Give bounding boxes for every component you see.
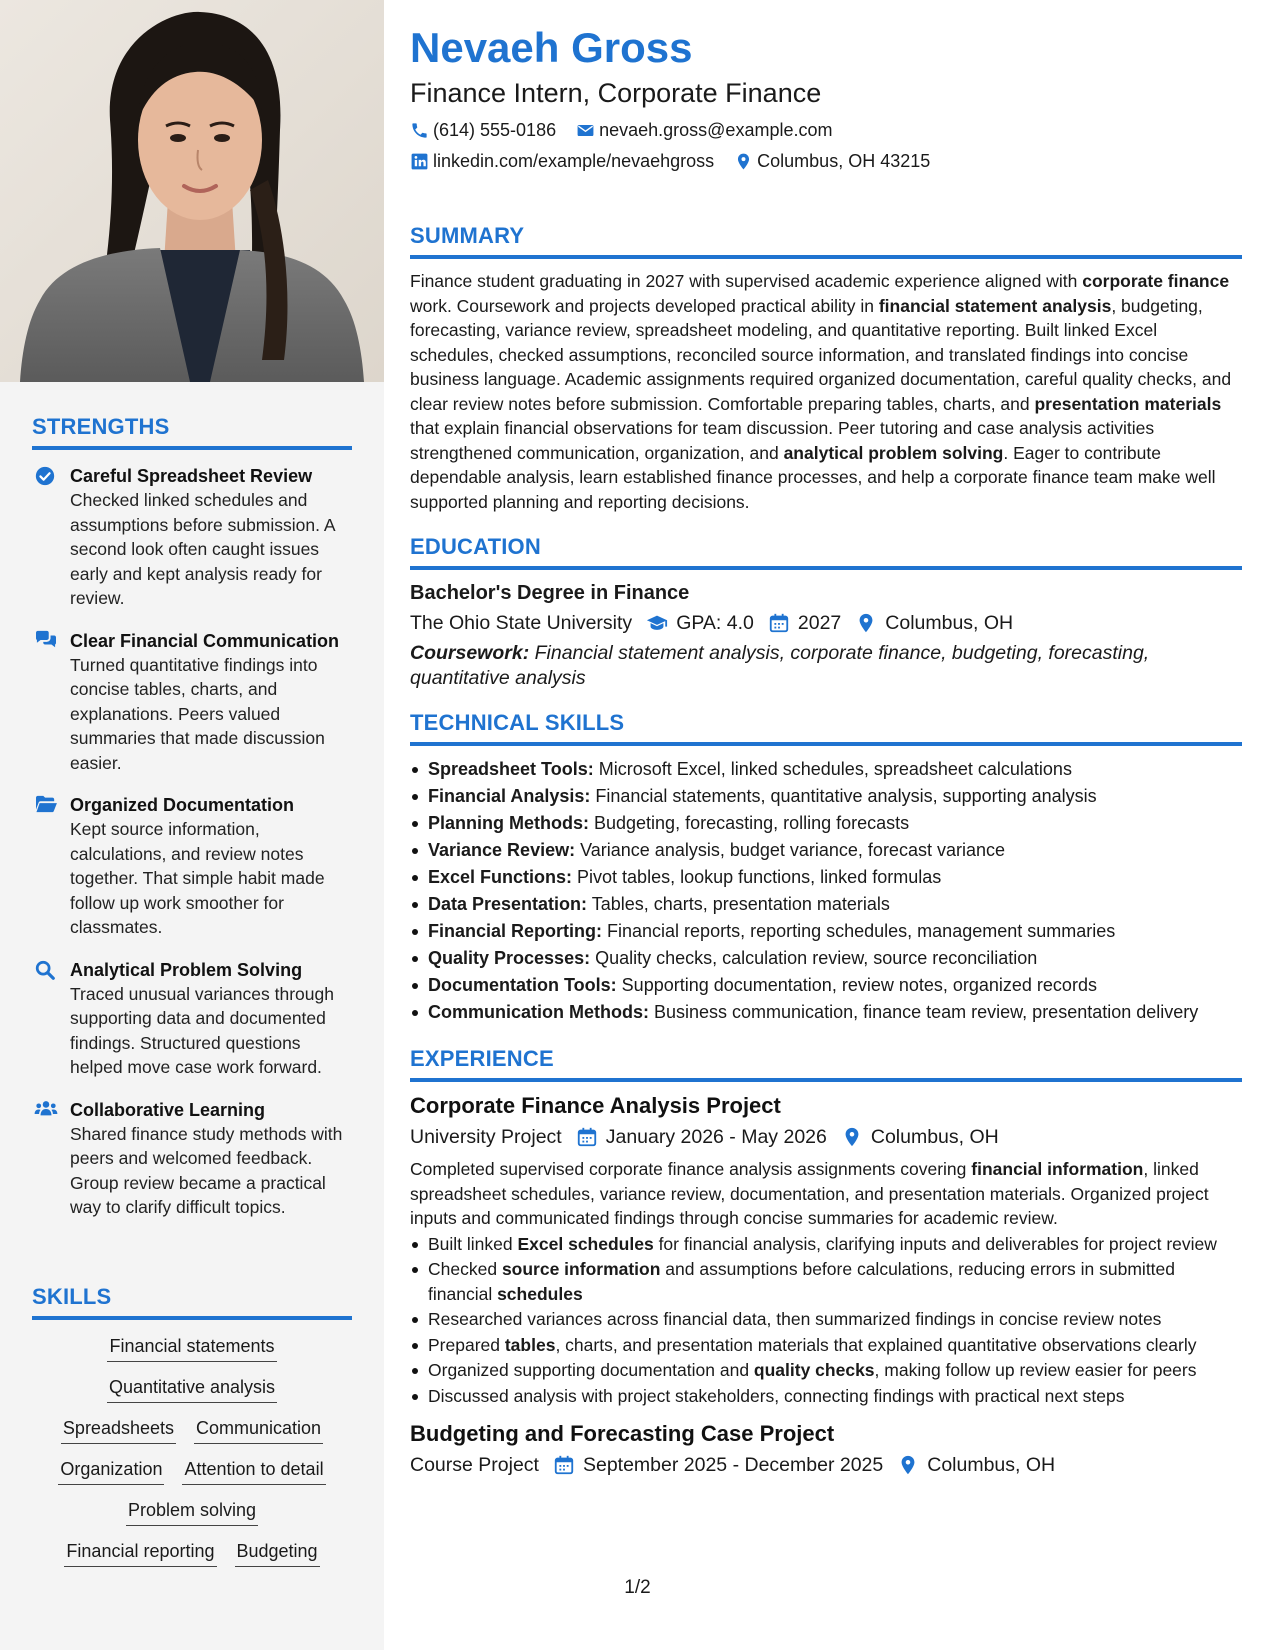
technical-skills-list (410, 756, 1242, 1026)
strengths-heading: STRENGTHS (32, 414, 352, 450)
text-segment: for financial analysis, clarifying inputs and deliverables for project review (653, 1233, 1217, 1254)
calendar-icon (768, 612, 790, 634)
calendar-icon (553, 1454, 575, 1476)
phone-contact[interactable] (410, 118, 556, 142)
projects-list (410, 1092, 1242, 1479)
strength-description: Shared finance study methods with peers and welcomed feedback. Group review became a practical way to clarify difficult topics. (70, 1123, 343, 1217)
text-segment: Organized supporting documentation and (428, 1360, 754, 1380)
project-meta (410, 1451, 1242, 1479)
skill-chip: Financial statements (107, 1334, 276, 1362)
school-location: Columbus, OH (885, 612, 1014, 634)
map-pin-icon (734, 152, 753, 171)
contact-row-2 (410, 149, 1242, 173)
education-section (410, 534, 1242, 690)
text-segment: and assumptions before calculations, reducing errors in submitted financial (428, 1259, 1176, 1304)
phone-text: (614) 555-0186 (433, 120, 557, 140)
skill-values: Quality checks, calculation review, source reconciliation (590, 948, 1038, 968)
skill-values: Budgeting, forecasting, rolling forecasts (589, 813, 910, 833)
bold-phrase: financial information (971, 1159, 1144, 1179)
strength-item (32, 464, 352, 611)
summary-text (410, 269, 1242, 514)
skill-values: Variance analysis, budget variance, forecast variance (575, 840, 1005, 860)
strength-title: Careful Spreadsheet Review (70, 466, 313, 486)
skills-row (126, 1498, 258, 1526)
bold-phrase: presentation materials (1034, 393, 1222, 414)
graduation-year: 2027 (797, 612, 842, 634)
skill-values: Microsoft Excel, linked schedules, spreadsheet calculations (593, 759, 1072, 779)
school-name: The Ohio State University (410, 612, 633, 634)
skill-values: Business communication, finance team review, presentation delivery (649, 1002, 1199, 1022)
skill-values: Supporting documentation, review notes, organized records (616, 975, 1097, 995)
text-segment: Prepared (428, 1334, 505, 1355)
skill-chip: Organization (58, 1457, 164, 1485)
linkedin-contact[interactable] (410, 149, 714, 173)
technical-skill-item (410, 837, 1242, 864)
headline: Finance Intern, Corporate Finance (410, 78, 822, 108)
skill-category: Quality Processes: (428, 948, 591, 968)
strength-title: Collaborative Learning (70, 1099, 266, 1120)
text-segment: , linked spreadsheet schedules, variance review, documentation, and presentation materials. Organized project inputs and communicated findings through concise summaries for academic review. (410, 1159, 1209, 1228)
skill-category: Spreadsheet Tools: (428, 759, 594, 779)
technical-skill-item (410, 810, 1242, 837)
coursework-list: Financial statement analysis, corporate finance, budgeting, forecasting, quantitative analysis (410, 642, 1150, 689)
project-entry (410, 1092, 1242, 1408)
skills-row (58, 1457, 325, 1485)
project-location: Columbus, OH (870, 1126, 999, 1148)
skill-chip: Budgeting (235, 1539, 320, 1567)
project-title: Budgeting and Forecasting Case Project (410, 1421, 835, 1446)
strength-title: Organized Documentation (70, 795, 295, 815)
skill-category: Communication Methods: (428, 1002, 649, 1022)
folder-open-icon (34, 794, 56, 814)
text-segment: Researched variances across financial data, then summarized findings in concise review notes (428, 1309, 1162, 1329)
technical-skill-item (410, 783, 1242, 810)
map-pin-icon (897, 1454, 919, 1476)
strengths-list (32, 464, 352, 1220)
project-type: University Project (410, 1126, 562, 1148)
text-segment: , charts, and presentation materials that explained quantitative observations clearly (555, 1334, 1197, 1355)
experience-heading: EXPERIENCE (410, 1046, 1242, 1082)
text-segment: work. Coursework and projects developed practical ability in (410, 295, 879, 316)
location-text: Columbus, OH 43215 (757, 151, 931, 171)
skill-chip: Communication (194, 1416, 323, 1444)
strength-description: Kept source information, calculations, and review notes together. That simple habit made follow up work smoother for classmates. (70, 819, 325, 937)
project-dates: January 2026 - May 2026 (605, 1126, 827, 1148)
linkedin-text: linkedin.com/example/nevaehgross (433, 151, 715, 171)
bold-phrase: source information (501, 1259, 661, 1279)
project-bullet (410, 1358, 1242, 1383)
page-number: 1/2 (624, 1577, 651, 1598)
skill-chip: Financial reporting (64, 1539, 216, 1567)
project-bullets (410, 1232, 1242, 1409)
calendar-icon (576, 1126, 598, 1148)
skills-row (64, 1539, 319, 1567)
skill-values: Pivot tables, lookup functions, linked formulas (572, 867, 942, 887)
technical-skill-item (410, 891, 1242, 918)
education-meta (410, 609, 1242, 637)
profile-photo (0, 0, 384, 382)
summary-heading: SUMMARY (410, 223, 1242, 259)
coursework (410, 641, 1242, 690)
project-bullet (410, 1257, 1242, 1306)
summary-section (410, 223, 1242, 514)
text-segment: that explain financial observations for team discussion. Peer tutoring and case analysis activities strengthened communication, organization, and (410, 418, 1155, 463)
text-segment: Checked (428, 1259, 502, 1279)
bold-phrase: tables (504, 1334, 556, 1355)
email-text: nevaeh.gross@example.com (599, 120, 833, 140)
project-title: Corporate Finance Analysis Project (410, 1093, 781, 1118)
technical-skills-section (410, 710, 1242, 1026)
phone-icon (410, 121, 429, 140)
technical-skill-item (410, 945, 1242, 972)
skills-heading: SKILLS (32, 1284, 352, 1320)
text-segment: Built linked (428, 1233, 518, 1254)
strength-item (32, 958, 352, 1080)
skill-chip: Problem solving (126, 1498, 258, 1526)
skills-row (107, 1334, 276, 1362)
technical-skill-item (410, 972, 1242, 999)
project-description (410, 1157, 1242, 1231)
sidebar (0, 0, 384, 1650)
skill-values: Tables, charts, presentation materials (587, 894, 890, 914)
skill-chip: Attention to detail (182, 1457, 325, 1485)
skill-values: Financial statements, quantitative analysis, supporting analysis (590, 786, 1097, 806)
strength-item (32, 629, 352, 776)
check-circle-icon (34, 465, 56, 485)
contact-row-1 (410, 118, 1242, 142)
technical-skills-heading: TECHNICAL SKILLS (410, 710, 1242, 746)
candidate-name: Nevaeh Gross (410, 24, 693, 71)
skill-chip: Quantitative analysis (107, 1375, 277, 1403)
skills-chips (32, 1334, 352, 1567)
location-contact (734, 149, 930, 173)
text-segment: , budgeting, forecasting, variance review, spreadsheet modeling, and quantitative reporting. Built linked Excel schedules, checked assumptions, reconciled source information, and translated findings into concise business language. Academic assignments required organized documentation, careful quality checks, and clear review notes before submission. Comfortable preparing tables, charts, and (410, 295, 1232, 414)
text-segment: Finance student graduating in 2027 with supervised academic experience aligned with (410, 271, 1083, 291)
project-meta (410, 1123, 1242, 1151)
strength-description: Traced unusual variances through supporting data and documented findings. Structured questions helped move case work forward. (70, 983, 334, 1077)
project-bullet (410, 1307, 1242, 1332)
project-bullet (410, 1333, 1242, 1358)
strength-item (32, 1098, 352, 1220)
comments-icon (34, 630, 56, 650)
text-segment: . Eager to contribute dependable analysis, learn established finance processes, and help a corporate finance team make well supported planning and reporting decisions. (410, 442, 1216, 512)
map-pin-icon (841, 1126, 863, 1148)
coursework-label: Coursework: (410, 642, 530, 664)
main-column (410, 22, 1242, 1479)
project-bullet (410, 1232, 1242, 1257)
bold-phrase: financial statement analysis (878, 295, 1112, 316)
bold-phrase: Excel schedules (517, 1233, 654, 1254)
skill-category: Excel Functions: (428, 867, 573, 887)
technical-skill-item (410, 918, 1242, 945)
skill-chip: Spreadsheets (61, 1416, 176, 1444)
skill-category: Financial Analysis: (428, 786, 591, 806)
graduation-cap-icon (646, 612, 668, 634)
skills-section (32, 1284, 352, 1567)
project-type: Course Project (410, 1454, 539, 1476)
experience-section (410, 1046, 1242, 1479)
skill-category: Planning Methods: (428, 813, 589, 833)
bold-phrase: schedules (497, 1283, 583, 1304)
strengths-section (32, 414, 352, 1238)
degree-title: Bachelor's Degree in Finance (410, 582, 690, 604)
project-bullet (410, 1384, 1242, 1409)
map-pin-icon (855, 612, 877, 634)
education-heading: EDUCATION (410, 534, 1242, 570)
linkedin-icon (410, 152, 429, 171)
text-segment: , making follow up review easier for peers (874, 1360, 1197, 1380)
skill-category: Variance Review: (428, 840, 576, 860)
gpa-text: GPA: 4.0 (676, 612, 754, 634)
text-segment: Completed supervised corporate finance analysis assignments covering (410, 1159, 972, 1179)
bold-phrase: quality checks (753, 1360, 875, 1380)
skill-category: Data Presentation: (428, 894, 588, 914)
skill-category: Documentation Tools: (428, 975, 617, 995)
strength-title: Analytical Problem Solving (70, 959, 303, 980)
skills-row (107, 1375, 277, 1403)
strength-description: Checked linked schedules and assumptions before submission. A second look often caught issues early and kept analysis ready for review. (70, 490, 335, 608)
email-contact[interactable] (576, 118, 832, 142)
skill-values: Financial reports, reporting schedules, management summaries (602, 921, 1116, 941)
project-entry (410, 1420, 1242, 1479)
project-dates: September 2025 - December 2025 (582, 1454, 884, 1476)
technical-skill-item (410, 864, 1242, 891)
envelope-icon (576, 121, 595, 140)
text-segment: Discussed analysis with project stakeholders, connecting findings with practical next steps (428, 1385, 1125, 1406)
project-location: Columbus, OH (927, 1454, 1056, 1476)
strength-description: Turned quantitative findings into concise tables, charts, and explanations. Peers valued summaries that made discussion easier. (70, 654, 325, 773)
strength-item (32, 793, 352, 940)
search-icon (34, 959, 56, 979)
technical-skill-item (410, 999, 1242, 1026)
skill-category: Financial Reporting: (428, 921, 603, 941)
bold-phrase: analytical problem solving (783, 442, 1004, 463)
bold-phrase: corporate finance (1082, 271, 1230, 291)
skills-row (61, 1416, 323, 1444)
users-icon (34, 1099, 56, 1119)
strength-title: Clear Financial Communication (70, 630, 340, 651)
technical-skill-item (410, 756, 1242, 783)
